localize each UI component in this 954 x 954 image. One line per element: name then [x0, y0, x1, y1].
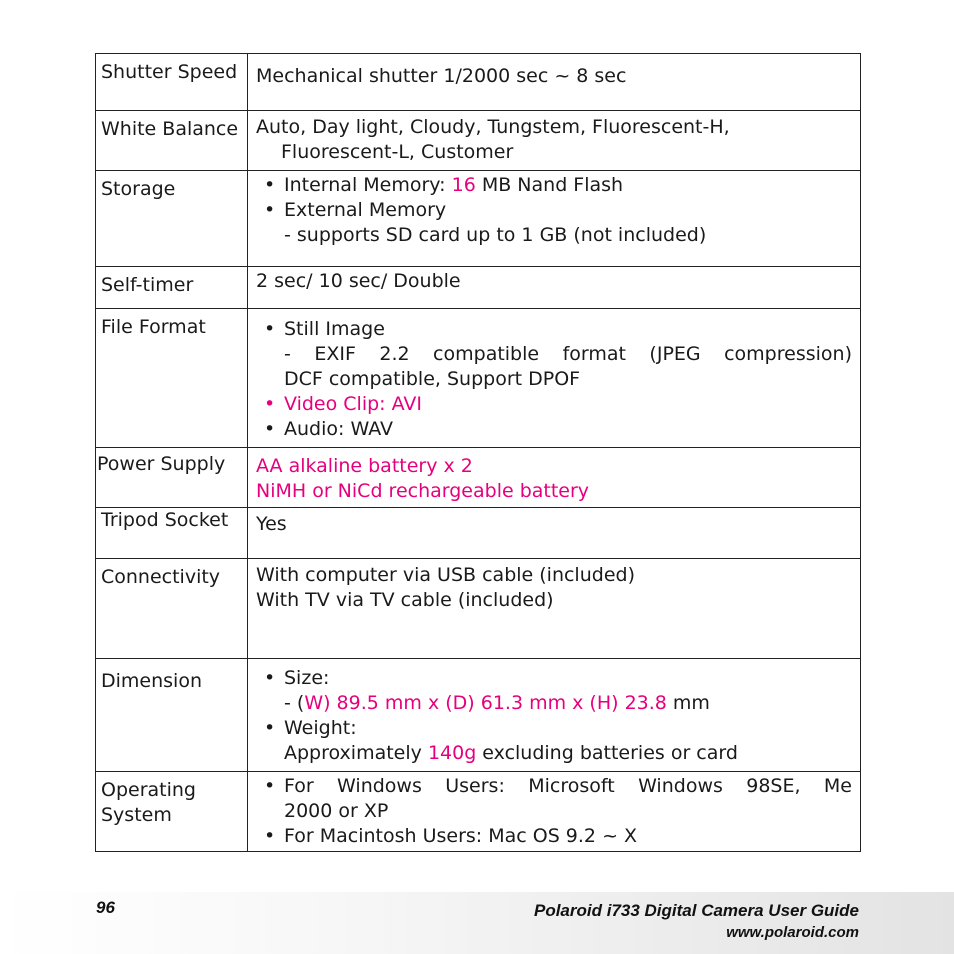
page-number: 96: [96, 898, 115, 917]
row-value: [248, 508, 861, 559]
tripod-text: Yes: [256, 513, 287, 535]
sub-item: [256, 741, 852, 766]
row-label: File Format: [96, 309, 248, 448]
row-label: Shutter Speed: [96, 54, 248, 111]
weight-prefix: Approximately: [284, 742, 428, 764]
self-timer-text: 2 sec/ 10 sec/ Double: [256, 270, 461, 292]
list-item: • Size:: [256, 666, 852, 691]
row-value: [248, 54, 861, 111]
sub-item: 2000 or XP: [284, 800, 389, 822]
row-label: White Balance: [96, 111, 248, 171]
row-value: [248, 171, 861, 267]
table-row: [96, 309, 861, 448]
list-item: • Video Clip: AVI: [256, 392, 852, 417]
weight-suffix: excluding batteries or card: [476, 742, 738, 764]
page-footer: [0, 892, 954, 954]
table-row: [96, 559, 861, 659]
row-label: Dimension: [96, 659, 248, 772]
table-row: [96, 54, 861, 111]
row-label: Power Supply: [96, 448, 248, 508]
row-label: Connectivity: [96, 559, 248, 659]
size-unit: mm: [666, 692, 710, 714]
size-dash: - (: [284, 692, 305, 714]
connectivity-line: With computer via USB cable (included): [256, 564, 635, 586]
row-value: [248, 559, 861, 659]
row-label: Self-timer: [96, 267, 248, 309]
list-item: • Audio: WAV: [256, 417, 852, 442]
table-row: [96, 772, 861, 852]
internal-memory-size: 16: [451, 174, 476, 196]
table-row: [96, 171, 861, 267]
row-value: [248, 267, 861, 309]
size-value: W) 89.5 mm x (D) 61.3 mm x (H) 23.8: [304, 692, 667, 714]
weight-value: 140g: [427, 742, 477, 764]
table-row: [96, 659, 861, 772]
list-item: • External Memory: [256, 198, 852, 223]
footer-title: Polaroid i733 Digital Camera User Guide: [533, 901, 859, 920]
row-value: [248, 659, 861, 772]
white-balance-line: Fluorescent-L, Customer: [281, 141, 514, 163]
row-value: [248, 772, 861, 852]
white-balance-line: Auto, Day light, Cloudy, Tungstem, Fluorescent-H,: [256, 116, 730, 138]
shutter-speed-text: Mechanical shutter 1/2000 sec ~ 8 sec: [256, 65, 627, 87]
connectivity-line: With TV via TV cable (included): [256, 589, 554, 611]
row-label: Operating System: [96, 772, 248, 852]
sub-item: [256, 691, 852, 716]
sub-item: - EXIF 2.2 compatible format (JPEG compression): [284, 343, 852, 365]
table-row: [96, 267, 861, 309]
list-item: • For Macintosh Users: Mac OS 9.2 ~ X: [256, 824, 852, 849]
internal-memory-prefix: Internal Memory:: [284, 174, 452, 196]
internal-memory-suffix: MB Nand Flash: [475, 174, 624, 196]
row-label: Storage: [96, 171, 248, 267]
sub-item: - supports SD card up to 1 GB (not included): [284, 224, 707, 246]
list-item: • Still Image: [256, 317, 852, 342]
row-value: [248, 448, 861, 508]
row-label: Tripod Socket: [96, 508, 248, 559]
table-row: [96, 111, 861, 171]
list-item: [256, 173, 852, 198]
list-item: • For Windows Users: Microsoft Windows 98SE, Me: [256, 774, 852, 799]
row-value: [248, 111, 861, 171]
power-line: AA alkaline battery x 2: [256, 455, 473, 477]
footer-url: www.polaroid.com: [726, 924, 859, 941]
table-row: [96, 508, 861, 559]
sub-item: DCF compatible, Support DPOF: [284, 368, 581, 390]
row-value: [248, 309, 861, 448]
power-line: NiMH or NiCd rechargeable battery: [256, 480, 590, 502]
list-item: • Weight:: [256, 716, 852, 741]
spec-table: [95, 53, 861, 852]
table-row: [96, 448, 861, 508]
